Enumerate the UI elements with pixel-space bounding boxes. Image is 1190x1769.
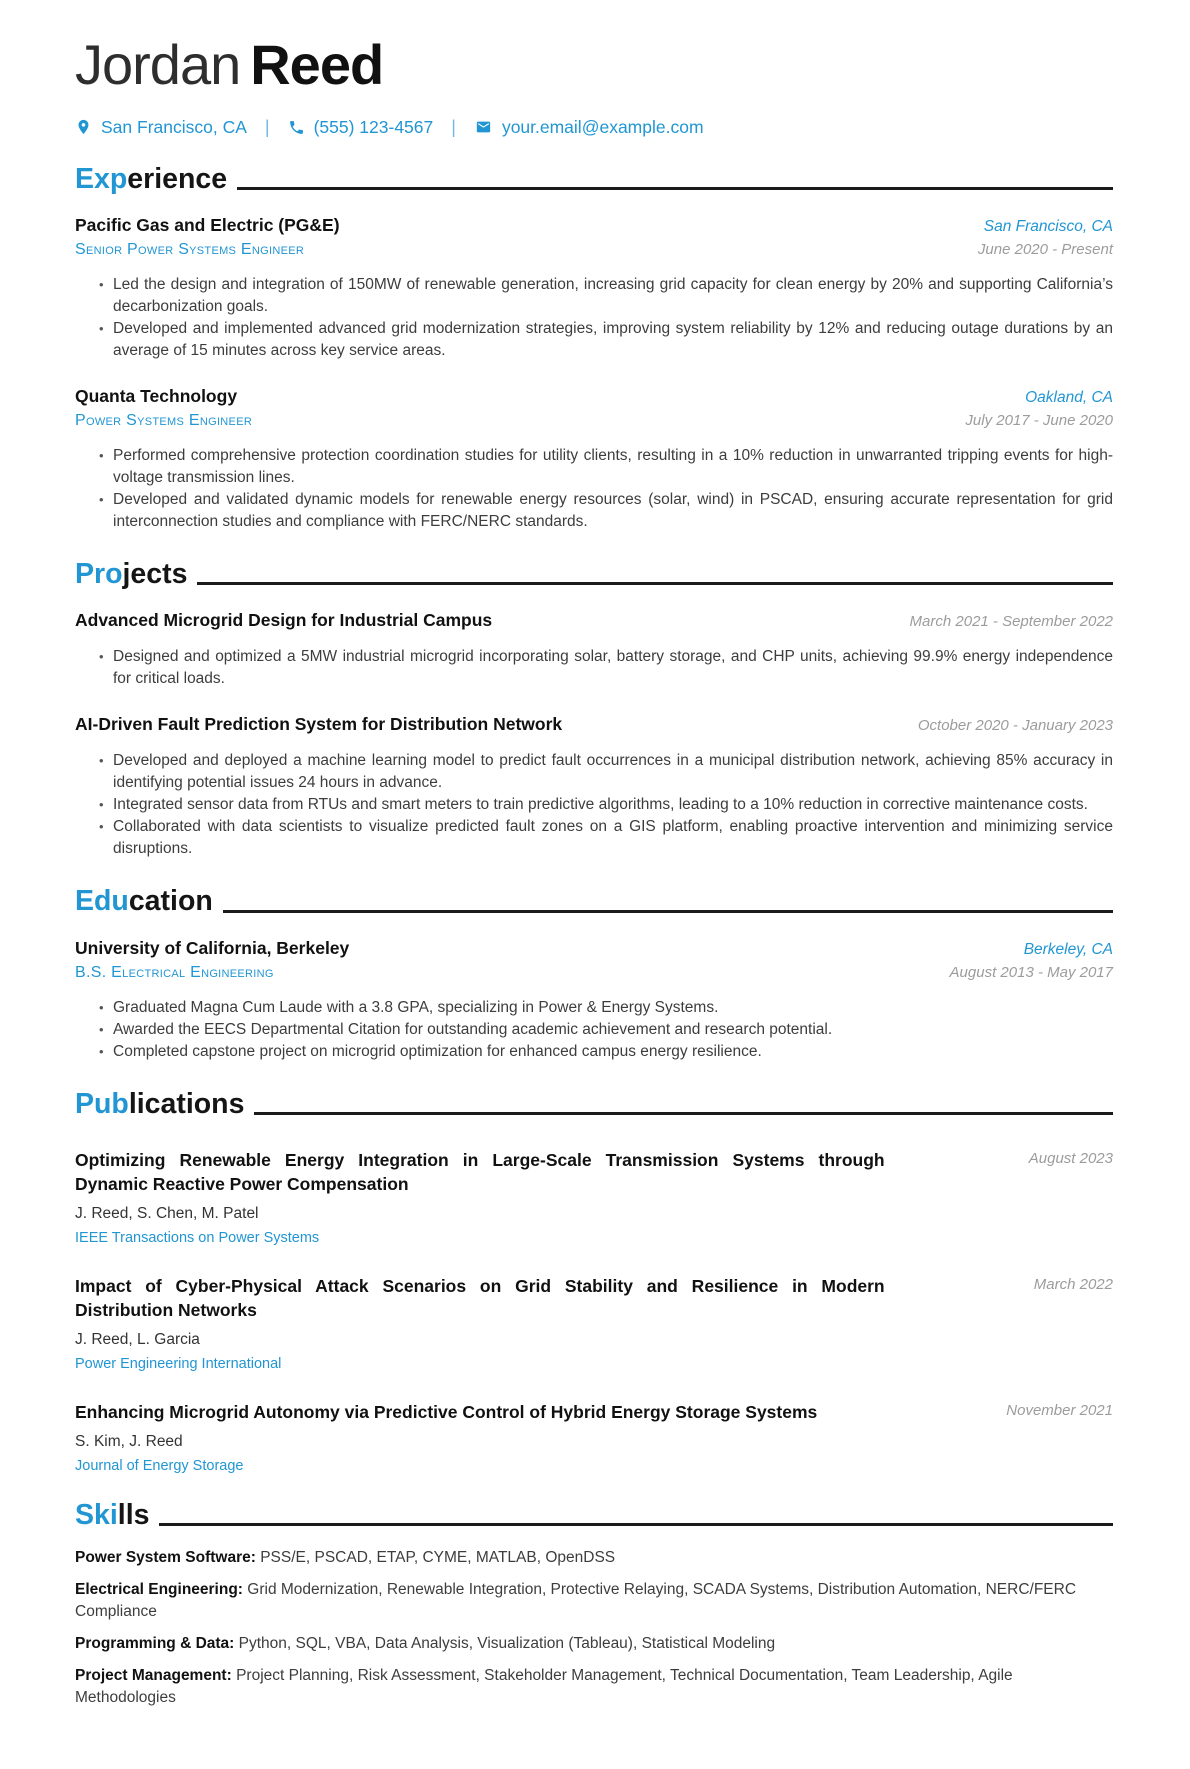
project-entry bbox=[75, 610, 1113, 690]
bullet-item: • Performed comprehensive protection coordination studies for utility clients, resulting in a 10% reduction in unwarranted tripping events for high-voltage transmission lines. bbox=[99, 445, 1113, 489]
contact-separator: | bbox=[264, 116, 270, 137]
skill-values: Project Planning, Risk Assessment, Stakeholder Management, Technical Documentation, Team Leadership, Agile Methodologies bbox=[75, 1667, 1013, 1707]
heading-rest: lls bbox=[117, 1499, 150, 1532]
bullet-list bbox=[75, 997, 1113, 1063]
publication-title: Optimizing Renewable Energy Integration in Large-Scale Transmission Systems through Dynamic Reactive Power Compensation bbox=[75, 1150, 885, 1195]
section-experience bbox=[75, 164, 1113, 533]
skill-values: Grid Modernization, Renewable Integration, Protective Relaying, SCADA Systems, Distribution Automation, NERC/FERC Compliance bbox=[75, 1581, 1077, 1621]
publication-entry bbox=[75, 1148, 1113, 1246]
phone-text: (555) 123-4567 bbox=[313, 116, 434, 137]
bullet-item: • Collaborated with data scientists to visualize predicted fault zones on a GIS platform, enabling proactive intervention and minimizing service disruptions. bbox=[99, 816, 1113, 860]
bullet-list bbox=[75, 445, 1113, 533]
job-title: Power Systems Engineer bbox=[75, 412, 253, 430]
skill-item bbox=[75, 1633, 1113, 1655]
phone-icon bbox=[288, 119, 305, 136]
contact-email bbox=[474, 117, 704, 138]
entry-dates: March 2021 - September 2022 bbox=[909, 613, 1113, 631]
contact-phone bbox=[288, 117, 434, 138]
heading-rest: cation bbox=[128, 885, 213, 918]
skill-category: Project Management: bbox=[75, 1667, 232, 1685]
bullet-item: • Led the design and integration of 150MW of renewable generation, increasing grid capacity for clean energy by 20% and supporting California’s decarbonization goals. bbox=[99, 274, 1113, 318]
heading-rest: lications bbox=[128, 1087, 245, 1120]
email-text: your.email@example.com bbox=[501, 116, 704, 137]
education-heading bbox=[75, 886, 1113, 917]
entry-dates: October 2020 - January 2023 bbox=[917, 717, 1113, 735]
entry-dates: August 2013 - May 2017 bbox=[949, 963, 1113, 981]
publication-authors: S. Kim, J. Reed bbox=[75, 1433, 183, 1451]
skill-item bbox=[75, 1547, 1113, 1569]
publication-title: Enhancing Microgrid Autonomy via Predictive Control of Hybrid Energy Storage Systems bbox=[75, 1402, 818, 1423]
projects-heading bbox=[75, 559, 1113, 590]
heading-accent: Edu bbox=[75, 885, 129, 918]
school-name: University of California, Berkeley bbox=[75, 937, 350, 958]
bullet-item: • Integrated sensor data from RTUs and smart meters to train predictive algorithms, leading to a 10% reduction in corrective maintenance costs. bbox=[99, 794, 1113, 816]
bullet-item: • Completed capstone project on microgrid optimization for enhanced campus energy resilience. bbox=[99, 1041, 1113, 1063]
publication-authors: J. Reed, L. Garcia bbox=[75, 1331, 200, 1349]
section-projects bbox=[75, 559, 1113, 860]
entry-location: San Francisco, CA bbox=[983, 218, 1113, 236]
skill-category: Power System Software: bbox=[75, 1549, 256, 1567]
contact-separator: | bbox=[451, 116, 456, 137]
bullet-item: • Designed and optimized a 5MW industrial microgrid incorporating solar, battery storage, and CHP units, achieving 99.9% energy independence for critical loads. bbox=[99, 646, 1113, 690]
heading-rule bbox=[254, 1112, 1113, 1115]
entry-location: Berkeley, CA bbox=[1023, 940, 1113, 958]
heading-accent: Pub bbox=[75, 1087, 129, 1120]
heading-accent: Pro bbox=[75, 558, 123, 591]
skill-values: Python, SQL, VBA, Data Analysis, Visualization (Tableau), Statistical Modeling bbox=[238, 1635, 776, 1653]
skill-values: PSS/E, PSCAD, ETAP, CYME, MATLAB, OpenDSS bbox=[260, 1549, 616, 1567]
last-name: Reed bbox=[250, 33, 384, 96]
skill-item bbox=[75, 1665, 1113, 1709]
location-pin-icon bbox=[75, 117, 92, 137]
bullet-list bbox=[75, 274, 1113, 362]
heading-rest: jects bbox=[122, 558, 188, 591]
experience-entry bbox=[75, 386, 1113, 533]
project-entry bbox=[75, 714, 1113, 860]
bullet-item: • Awarded the EECS Departmental Citation for outstanding academic achievement and research potential. bbox=[99, 1019, 1113, 1041]
heading-rule bbox=[159, 1523, 1113, 1526]
bullet-item: • Developed and deployed a machine learning model to predict fault occurrences in a municipal distribution network, achieving 85% accuracy in identifying potential issues 24 hours in advance. bbox=[99, 750, 1113, 794]
person-name bbox=[75, 34, 1113, 97]
envelope-icon bbox=[474, 119, 493, 135]
heading-rule bbox=[223, 910, 1113, 913]
publication-authors: J. Reed, S. Chen, M. Patel bbox=[75, 1205, 259, 1223]
section-education bbox=[75, 886, 1113, 1062]
experience-heading bbox=[75, 164, 1113, 195]
project-title: AI-Driven Fault Prediction System for Distribution Network bbox=[75, 714, 563, 735]
first-name: Jordan bbox=[75, 33, 241, 96]
section-skills bbox=[75, 1500, 1113, 1709]
section-publications bbox=[75, 1089, 1113, 1474]
heading-rest: erience bbox=[127, 162, 228, 195]
bullet-item: • Graduated Magna Cum Laude with a 3.8 GPA, specializing in Power & Energy Systems. bbox=[99, 997, 1113, 1019]
location-text: San Francisco, CA bbox=[101, 116, 247, 137]
publication-journal: IEEE Transactions on Power Systems bbox=[75, 1230, 320, 1247]
publication-date: March 2022 bbox=[1033, 1276, 1113, 1294]
degree-title: B.S. Electrical Engineering bbox=[75, 963, 274, 981]
company-name: Quanta Technology bbox=[75, 386, 238, 407]
publication-entry bbox=[75, 1400, 1113, 1474]
bullet-list bbox=[75, 646, 1113, 690]
publications-heading bbox=[75, 1089, 1113, 1120]
entry-location: Oakland, CA bbox=[1025, 389, 1113, 407]
skill-category: Programming & Data: bbox=[75, 1635, 235, 1653]
publication-journal: Power Engineering International bbox=[75, 1356, 282, 1373]
heading-accent: Ski bbox=[75, 1499, 118, 1532]
heading-rule bbox=[197, 582, 1113, 585]
bullet-list bbox=[75, 750, 1113, 860]
skill-category: Electrical Engineering: bbox=[75, 1581, 243, 1599]
publication-title: Impact of Cyber-Physical Attack Scenarios on Grid Stability and Resilience in Modern Distribution Networks bbox=[75, 1276, 885, 1321]
company-name: Pacific Gas and Electric (PG&E) bbox=[75, 215, 340, 236]
heading-accent: Exp bbox=[75, 162, 128, 195]
entry-dates: July 2017 - June 2020 bbox=[965, 412, 1113, 430]
publication-date: August 2023 bbox=[1028, 1150, 1113, 1168]
contact-location bbox=[75, 117, 247, 138]
skill-item bbox=[75, 1579, 1113, 1623]
job-title: Senior Power Systems Engineer bbox=[75, 241, 305, 259]
education-entry bbox=[75, 938, 1113, 1063]
publication-date: November 2021 bbox=[1006, 1402, 1113, 1420]
heading-rule bbox=[237, 187, 1113, 190]
bullet-item: • Developed and implemented advanced grid modernization strategies, improving system reliability by 12% and reducing outage durations by an average of 15 minutes across key service areas. bbox=[99, 318, 1113, 362]
publication-journal: Journal of Energy Storage bbox=[75, 1458, 244, 1475]
project-title: Advanced Microgrid Design for Industrial Campus bbox=[75, 610, 493, 631]
bullet-item: • Developed and validated dynamic models for renewable energy resources (solar, wind) in PSCAD, ensuring accurate representation for grid interconnection studies and compliance with FERC/NERC standards. bbox=[99, 489, 1113, 533]
contact-row bbox=[75, 117, 1113, 138]
skills-list bbox=[75, 1547, 1113, 1709]
entry-dates: June 2020 - Present bbox=[977, 241, 1113, 259]
publication-entry bbox=[75, 1274, 1113, 1372]
experience-entry bbox=[75, 215, 1113, 362]
skills-heading bbox=[75, 1500, 1113, 1531]
